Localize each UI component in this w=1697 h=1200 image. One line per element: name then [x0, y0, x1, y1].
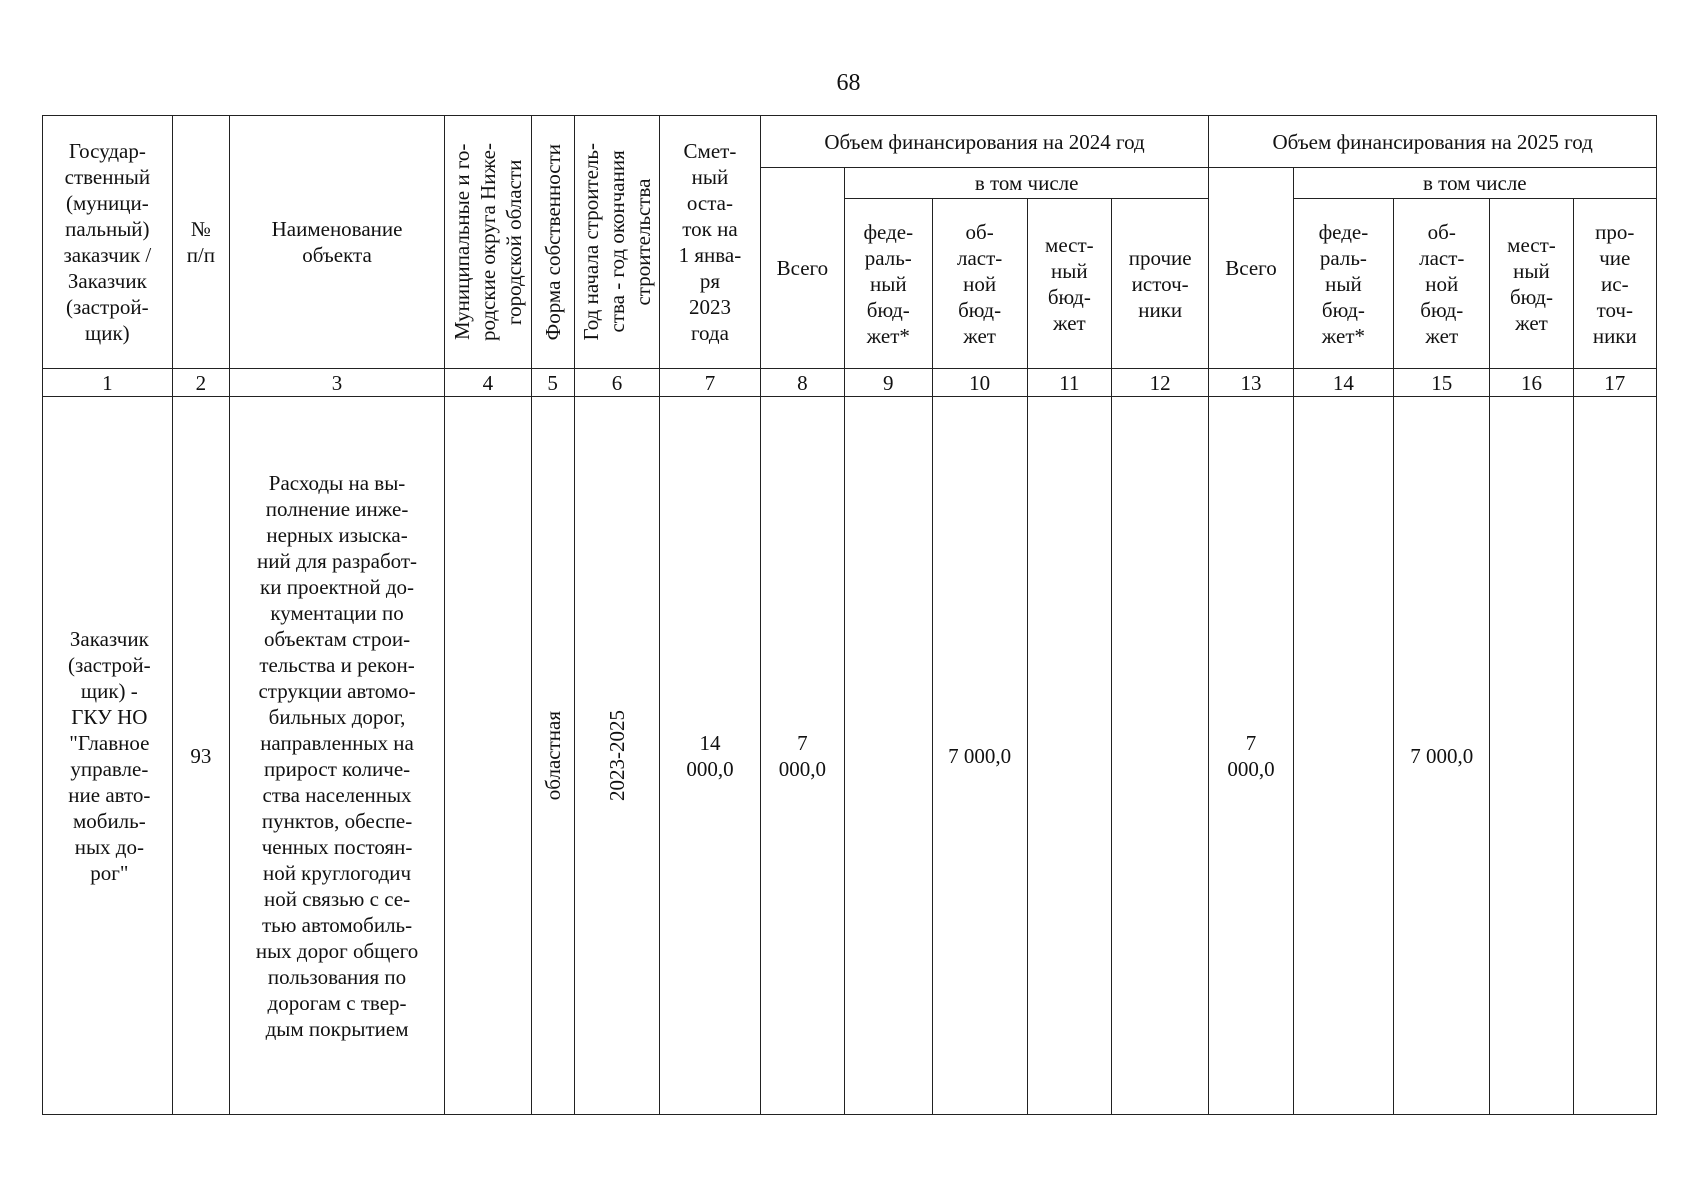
- column-number: 2: [172, 369, 229, 397]
- column-number: 7: [660, 369, 761, 397]
- page-number: 68: [836, 70, 861, 96]
- header-including-2024: в том числе: [845, 168, 1209, 199]
- header-federal-2025: феде- раль- ный бюд- жет*: [1293, 199, 1394, 369]
- header-years: Год начала строитель- ства - год окончания строительства: [578, 143, 655, 341]
- header-estimate-remaining: Смет- ный оста- ток на 1 янва- ря 2023 года: [660, 116, 761, 369]
- column-number: 4: [445, 369, 531, 397]
- header-regional-2024: об- ласт- ной бюд- жет: [932, 199, 1027, 369]
- cell-customer: Заказчик (застрой- щик) - ГКУ НО "Главное управле- ние авто- мобиль- ных до- рог": [43, 397, 173, 1115]
- header-financing-2025: Объем финансирования на 2025 год: [1209, 116, 1657, 168]
- header-financing-2024: Объем финансирования на 2024 год: [760, 116, 1209, 168]
- column-number: 17: [1573, 369, 1656, 397]
- cell-local-2024: [1027, 397, 1111, 1115]
- financing-table: [42, 115, 1657, 1115]
- column-number: 5: [531, 369, 574, 397]
- header-number: № п/п: [172, 116, 229, 369]
- cell-municipality: [445, 397, 531, 1115]
- header-other-2024: прочие источ- ники: [1112, 199, 1209, 369]
- cell-regional-2024: 7 000,0: [932, 397, 1027, 1115]
- column-number: 13: [1209, 369, 1293, 397]
- cell-total-2024: 7 000,0: [760, 397, 844, 1115]
- cell-ownership: областная: [540, 710, 565, 801]
- cell-years: 2023-2025: [604, 710, 629, 801]
- table-row: [43, 397, 1657, 1115]
- column-number: 8: [760, 369, 844, 397]
- column-number: 15: [1394, 369, 1490, 397]
- header-total-2025: Всего: [1209, 168, 1293, 369]
- cell-number: 93: [172, 397, 229, 1115]
- cell-regional-2025: 7 000,0: [1394, 397, 1490, 1115]
- cell-local-2025: [1490, 397, 1573, 1115]
- cell-total-2025: 7 000,0: [1209, 397, 1293, 1115]
- cell-object-name: Расходы на вы- полнение инже- нерных изыска- ний для разработ- ки проектной до- кументации по объектам строи- тельства и рекон- струкции автомо- бильных дорог, направленных на прирост количе- ства населенных пунктов, обеспе- ченных постоян- ной круглогодич ной связью с се- тью автомобиль- ных дорог общего пользования по дорогам с твер- дым покрытием: [229, 397, 444, 1115]
- cell-federal-2024: [845, 397, 933, 1115]
- header-object-name: Наименование объекта: [229, 116, 444, 369]
- column-number-row: [43, 369, 1657, 397]
- column-number: 12: [1112, 369, 1209, 397]
- header-local-2025: мест- ный бюд- жет: [1490, 199, 1573, 369]
- header-federal-2024: феде- раль- ный бюд- жет*: [845, 199, 933, 369]
- header-including-2025: в том числе: [1293, 168, 1656, 199]
- header-municipality-cell: [445, 116, 531, 369]
- column-number: 10: [932, 369, 1027, 397]
- header-other-2025: про- чие ис- точ- ники: [1573, 199, 1656, 369]
- header-customer: Государ- ственный (муници- пальный) заказчик / Заказчик (застрой- щик): [43, 116, 173, 369]
- header-ownership-cell: [531, 116, 574, 369]
- column-number: 3: [229, 369, 444, 397]
- cell-other-2024: [1112, 397, 1209, 1115]
- column-number: 9: [845, 369, 933, 397]
- header-ownership: Форма собственности: [540, 143, 565, 341]
- column-number: 11: [1027, 369, 1111, 397]
- cell-federal-2025: [1293, 397, 1394, 1115]
- header-municipality: Муниципальные и го- родские округа Ниже- городской области: [449, 143, 526, 341]
- header-local-2024: мест- ный бюд- жет: [1027, 199, 1111, 369]
- cell-estimate-remaining: 14 000,0: [660, 397, 761, 1115]
- column-number: 1: [43, 369, 173, 397]
- column-number: 6: [574, 369, 659, 397]
- cell-other-2025: [1573, 397, 1656, 1115]
- header-total-2024: Всего: [760, 168, 844, 369]
- cell-years-wrap: [574, 397, 659, 1115]
- column-number: 14: [1293, 369, 1394, 397]
- column-number: 16: [1490, 369, 1573, 397]
- cell-ownership-wrap: [531, 397, 574, 1115]
- header-years-cell: [574, 116, 659, 369]
- header-regional-2025: об- ласт- ной бюд- жет: [1394, 199, 1490, 369]
